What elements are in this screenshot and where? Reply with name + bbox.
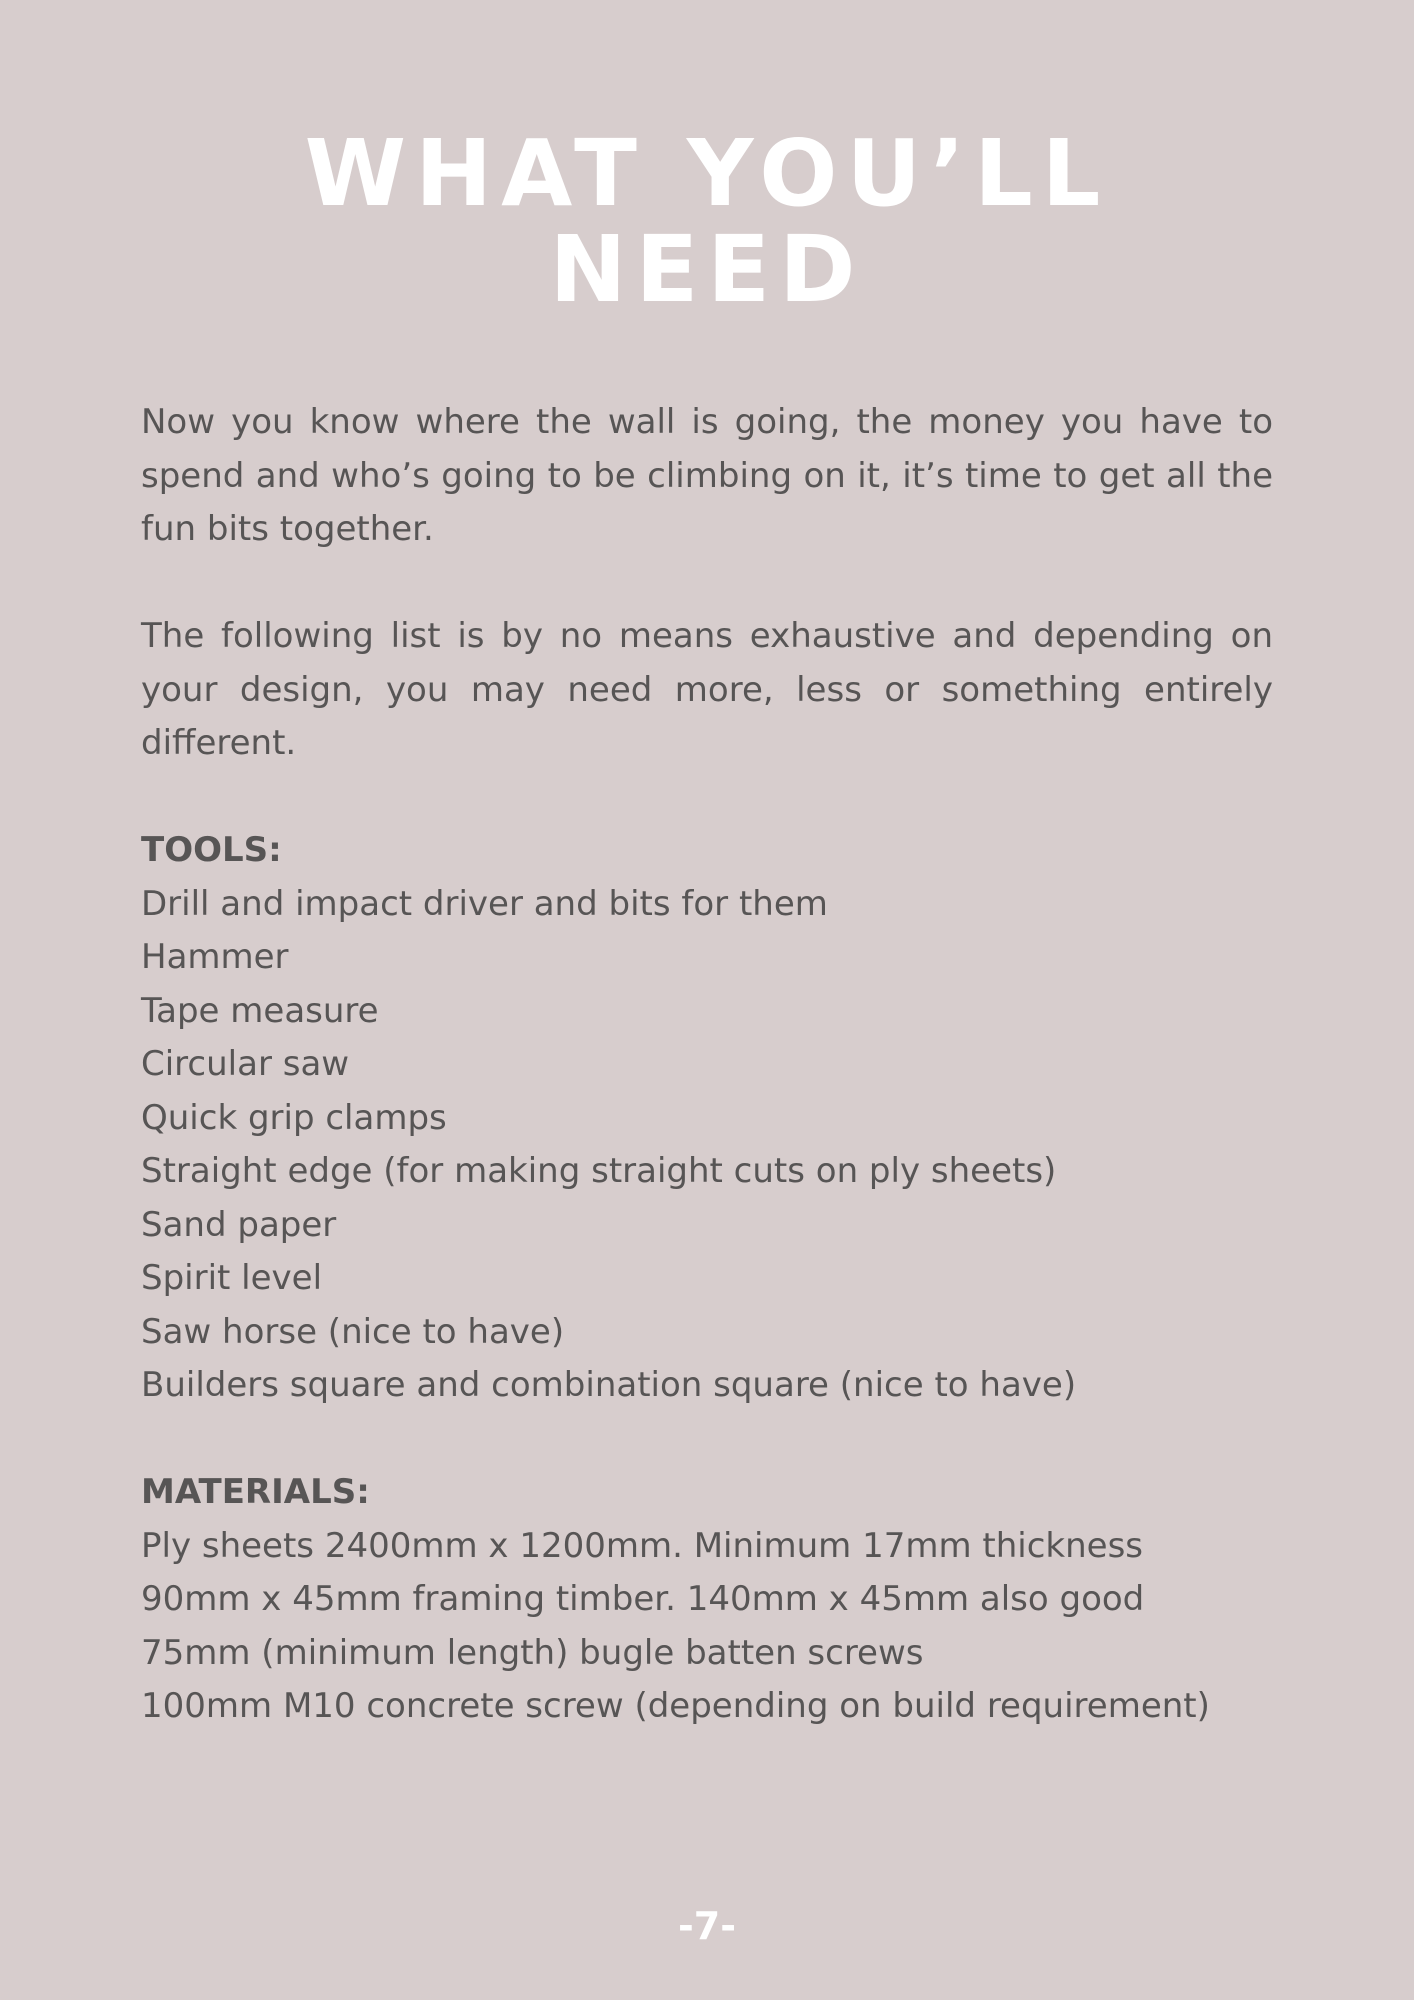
main-content — [141, 396, 1273, 1787]
list-item: Hammer — [141, 937, 289, 977]
list-item: Spirit level — [141, 1258, 323, 1298]
list-item: Saw horse (nice to have) — [141, 1311, 565, 1352]
list-item: Sand paper — [141, 1204, 337, 1245]
page-number: -7- — [678, 1904, 736, 1948]
page-title-line-1: WHAT YOU’LL — [304, 120, 1110, 227]
page-title-line-2: NEED — [549, 216, 865, 323]
materials-heading: MATERIALS: — [141, 1472, 370, 1512]
intro-paragraph: The following list is by no means exhaustive and depending on your design, you may need more, less or something entirely different. — [141, 616, 1273, 763]
list-item: 100mm M10 concrete screw (depending on build requirement) — [141, 1686, 1210, 1726]
tools-heading: TOOLS: — [141, 830, 282, 870]
page-title — [0, 120, 1414, 323]
list-item: Tape measure — [141, 990, 379, 1031]
list-item: 90mm x 45mm framing timber. 140mm x 45mm also good — [141, 1579, 1145, 1619]
list-item: Builders square and combination square (nice to have) — [141, 1365, 1077, 1405]
list-item: 75mm (minimum length) bugle batten screws — [141, 1632, 924, 1673]
list-item: Straight edge (for making straight cuts on ply sheets) — [141, 1151, 1057, 1191]
tools-list — [141, 878, 1273, 1413]
intro-paragraph: Now you know where the wall is going, the money you have to spend and who’s going to be climbing on it, it’s time to get all the fun bits together. — [141, 402, 1273, 549]
materials-list — [141, 1520, 1273, 1734]
list-item: Drill and impact driver and bits for them — [141, 883, 828, 924]
list-item: Quick grip clamps — [141, 1097, 447, 1138]
list-item: Ply sheets 2400mm x 1200mm. Minimum 17mm thickness — [141, 1525, 1144, 1566]
list-item: Circular saw — [141, 1044, 350, 1084]
